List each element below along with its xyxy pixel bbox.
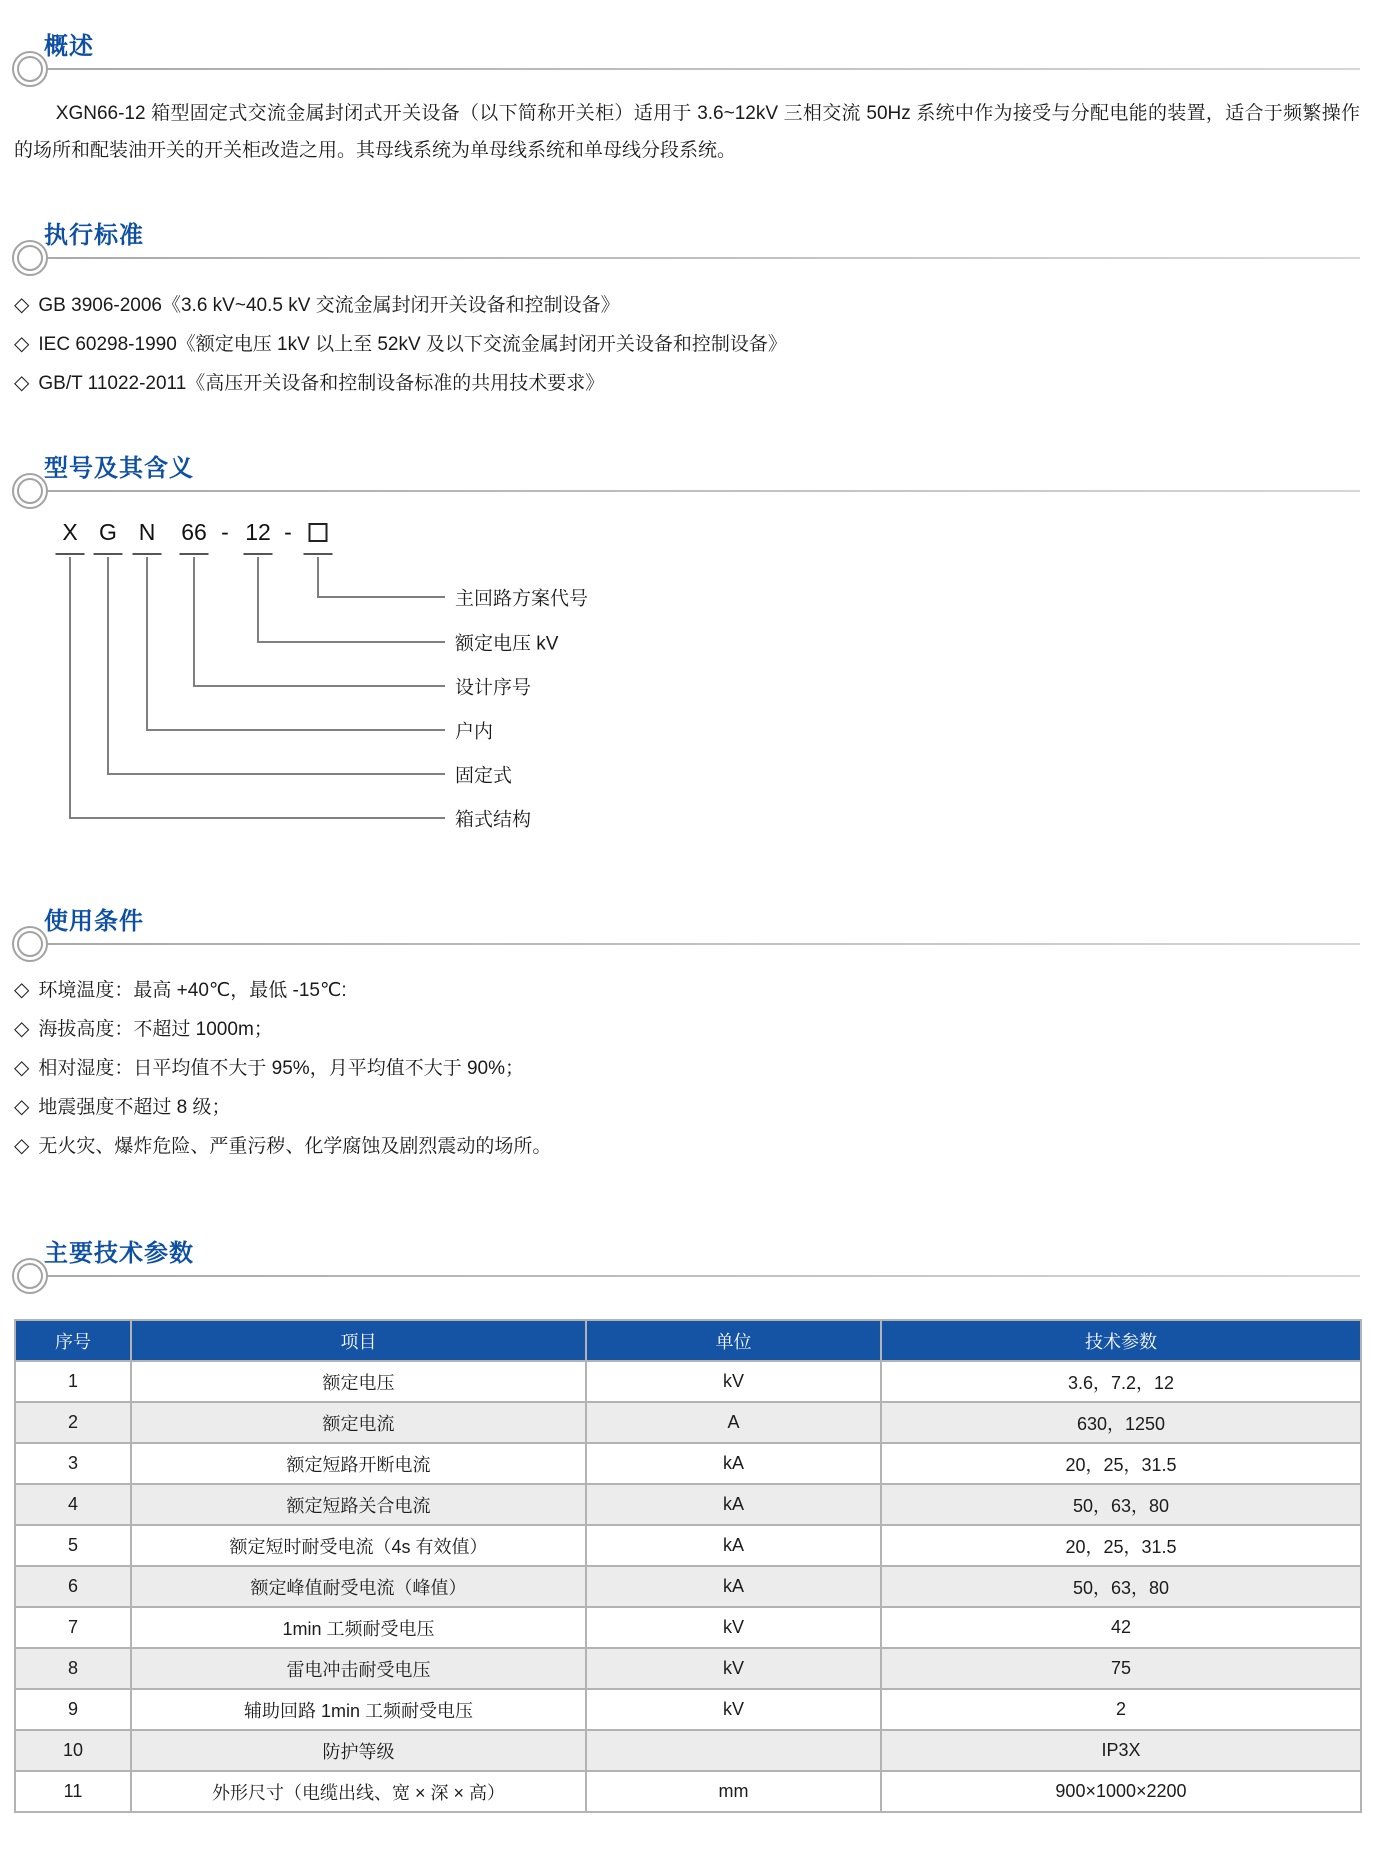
diamond-bullet-icon: ◇ bbox=[14, 1135, 30, 1157]
diamond-bullet-icon: ◇ bbox=[14, 1018, 30, 1040]
section-header bbox=[14, 848, 1360, 945]
ring-ornament-icon bbox=[12, 51, 48, 87]
table-row bbox=[15, 1566, 1361, 1607]
code-underbar bbox=[56, 553, 85, 555]
diamond-bullet-icon: ◇ bbox=[14, 1096, 30, 1118]
diamond-bullet-icon: ◇ bbox=[14, 1057, 30, 1079]
model-code-part: X bbox=[62, 519, 78, 545]
list-item bbox=[14, 325, 1360, 364]
table-cell: 3.6，7.2，12 bbox=[881, 1361, 1361, 1402]
table-cell: kV bbox=[586, 1648, 881, 1689]
table-cell: kA bbox=[586, 1484, 881, 1525]
model-code-part: N bbox=[138, 519, 156, 545]
list-item bbox=[14, 1049, 1360, 1088]
table-cell: 11 bbox=[15, 1771, 131, 1812]
table-row bbox=[15, 1525, 1361, 1566]
list-item-text: 环境温度：最高 +40℃，最低 -15℃: bbox=[38, 980, 347, 1001]
table-cell: kV bbox=[586, 1361, 881, 1402]
section-header bbox=[14, 169, 1360, 259]
section-overview bbox=[14, 0, 1360, 169]
table-cell: 3 bbox=[15, 1443, 131, 1484]
table-row bbox=[15, 1648, 1361, 1689]
table-cell: 额定电流 bbox=[131, 1402, 586, 1443]
section-divider bbox=[14, 257, 1360, 259]
table-cell: 额定峰值耐受电流（峰值） bbox=[131, 1566, 586, 1607]
table-cell: 雷电冲击耐受电压 bbox=[131, 1648, 586, 1689]
table-cell: 额定短路关合电流 bbox=[131, 1484, 586, 1525]
table-header-row bbox=[15, 1320, 1361, 1361]
table-cell: kV bbox=[586, 1607, 881, 1648]
diamond-bullet-icon: ◇ bbox=[14, 979, 30, 1001]
table-cell: 50，63，80 bbox=[881, 1484, 1361, 1525]
connector-line-vertical bbox=[257, 557, 259, 642]
table-cell: 900×1000×2200 bbox=[881, 1771, 1361, 1812]
table-cell: kA bbox=[586, 1443, 881, 1484]
table-header-cell: 项目 bbox=[131, 1320, 586, 1361]
connector-line-horizontal bbox=[257, 641, 445, 643]
section-title: 执行标准 bbox=[44, 222, 144, 249]
connector-line-horizontal bbox=[146, 729, 445, 731]
table-cell: A bbox=[586, 1402, 881, 1443]
model-code-part: 12 bbox=[245, 519, 271, 545]
section-divider bbox=[14, 490, 1360, 492]
model-code-part: - bbox=[221, 519, 229, 545]
table-cell: 2 bbox=[881, 1689, 1361, 1730]
code-underbar bbox=[244, 553, 273, 555]
connector-line-vertical bbox=[193, 557, 195, 686]
list-item-text: GB/T 11022-2011《高压开关设备和控制设备标准的共用技术要求》 bbox=[38, 373, 605, 394]
model-label: 箱式结构 bbox=[455, 809, 532, 831]
table-cell: 75 bbox=[881, 1648, 1361, 1689]
table-cell: 1min 工频耐受电压 bbox=[131, 1607, 586, 1648]
table-cell: 额定电压 bbox=[131, 1361, 586, 1402]
table-row bbox=[15, 1689, 1361, 1730]
table-cell: 4 bbox=[15, 1484, 131, 1525]
table-cell: 42 bbox=[881, 1607, 1361, 1648]
model-label: 额定电压 kV bbox=[455, 633, 559, 655]
table-cell: 额定短时耐受电流（4s 有效值） bbox=[131, 1525, 586, 1566]
table-cell: 额定短路开断电流 bbox=[131, 1443, 586, 1484]
scheme-placeholder-box bbox=[309, 523, 328, 542]
model-label: 固定式 bbox=[455, 765, 513, 787]
diamond-bullet-icon: ◇ bbox=[14, 294, 30, 316]
list-item-text: 地震强度不超过 8 级； bbox=[38, 1097, 231, 1118]
table-cell: 50，63，80 bbox=[881, 1566, 1361, 1607]
connector-line-vertical bbox=[146, 557, 148, 730]
code-underbar bbox=[180, 553, 209, 555]
table-cell: 6 bbox=[15, 1566, 131, 1607]
section-divider bbox=[14, 68, 1360, 70]
table-body bbox=[15, 1361, 1361, 1812]
table-row bbox=[15, 1402, 1361, 1443]
table-row bbox=[15, 1607, 1361, 1648]
table-cell: kA bbox=[586, 1525, 881, 1566]
list-item-text: 海拔高度：不超过 1000m； bbox=[38, 1019, 273, 1040]
list-item bbox=[14, 286, 1360, 325]
table-header-cell: 技术参数 bbox=[881, 1320, 1361, 1361]
list-item bbox=[14, 971, 1360, 1010]
code-underbar bbox=[94, 553, 123, 555]
list-item-text: GB 3906-2006《3.6 kV~40.5 kV 交流金属封闭开关设备和控制设备》 bbox=[38, 295, 620, 316]
section-header bbox=[14, 403, 1360, 492]
model-code-part: G bbox=[99, 519, 117, 545]
table-cell: 630，1250 bbox=[881, 1402, 1361, 1443]
table-row bbox=[15, 1484, 1361, 1525]
list-item bbox=[14, 1088, 1360, 1127]
table-cell: 7 bbox=[15, 1607, 131, 1648]
table-row bbox=[15, 1771, 1361, 1812]
table-cell: 外形尺寸（电缆出线、宽 × 深 × 高） bbox=[131, 1771, 586, 1812]
section-divider bbox=[14, 1275, 1360, 1277]
section-standards bbox=[14, 169, 1360, 403]
section-conditions bbox=[14, 848, 1360, 1166]
list-item bbox=[14, 1127, 1360, 1166]
conditions-list bbox=[14, 971, 1360, 1166]
connector-line-horizontal bbox=[317, 596, 445, 598]
ring-ornament-icon bbox=[12, 473, 48, 509]
list-item-text: IEC 60298-1990《额定电压 1kV 以上至 52kV 及以下交流金属封闭开关设备和控制设备》 bbox=[38, 334, 787, 355]
table-cell: 20，25，31.5 bbox=[881, 1525, 1361, 1566]
section-parameters bbox=[14, 1166, 1360, 1813]
model-code-part: - bbox=[284, 519, 292, 545]
connector-line-vertical bbox=[69, 557, 71, 818]
table-row bbox=[15, 1443, 1361, 1484]
connector-line-horizontal bbox=[193, 685, 445, 687]
ring-ornament-icon bbox=[12, 926, 48, 962]
model-diagram bbox=[14, 516, 1360, 848]
section-header bbox=[14, 0, 1360, 70]
model-label: 主回路方案代号 bbox=[455, 588, 589, 610]
table-header-cell: 序号 bbox=[15, 1320, 131, 1361]
connector-line-vertical bbox=[107, 557, 109, 774]
section-divider bbox=[14, 943, 1360, 945]
ring-ornament-icon bbox=[12, 1258, 48, 1294]
ring-ornament-icon bbox=[12, 240, 48, 276]
table-cell: 防护等级 bbox=[131, 1730, 586, 1771]
overview-paragraph: XGN66-12 箱型固定式交流金属封闭式开关设备（以下简称开关柜）适用于 3.6~12kV 三相交流 50Hz 系统中作为接受与分配电能的装置，适合于频繁操作的场所和配装油开关的开关柜改造之用。其母线系统为单母线系统和单母线分段系统。 bbox=[14, 103, 1360, 161]
table-cell: 1 bbox=[15, 1361, 131, 1402]
table-cell: 辅助回路 1min 工频耐受电压 bbox=[131, 1689, 586, 1730]
model-code-part: 66 bbox=[181, 519, 207, 545]
table-cell: kA bbox=[586, 1566, 881, 1607]
table-cell: 8 bbox=[15, 1648, 131, 1689]
diamond-bullet-icon: ◇ bbox=[14, 333, 30, 355]
model-label: 设计序号 bbox=[455, 677, 532, 699]
table-cell: mm bbox=[586, 1771, 881, 1812]
code-underbar bbox=[133, 553, 162, 555]
section-title: 概述 bbox=[44, 33, 94, 60]
section-model bbox=[14, 403, 1360, 848]
table-cell: kV bbox=[586, 1689, 881, 1730]
section-title: 主要技术参数 bbox=[44, 1240, 194, 1267]
table-cell: IP3X bbox=[881, 1730, 1361, 1771]
standards-list bbox=[14, 286, 1360, 403]
list-item-text: 相对湿度：日平均值不大于 95%，月平均值不大于 90%； bbox=[38, 1058, 525, 1079]
table-cell: 2 bbox=[15, 1402, 131, 1443]
list-item-text: 无火灾、爆炸危险、严重污秽、化学腐蚀及剧烈震动的场所。 bbox=[38, 1136, 552, 1157]
connector-line-vertical bbox=[317, 557, 319, 597]
table-header-cell: 单位 bbox=[586, 1320, 881, 1361]
table-cell: 20，25，31.5 bbox=[881, 1443, 1361, 1484]
connector-line-horizontal bbox=[107, 773, 445, 775]
table-cell: 5 bbox=[15, 1525, 131, 1566]
table-row bbox=[15, 1361, 1361, 1402]
table-cell: 10 bbox=[15, 1730, 131, 1771]
section-title: 型号及其含义 bbox=[44, 455, 194, 482]
model-label: 户内 bbox=[455, 721, 494, 743]
table-cell: 9 bbox=[15, 1689, 131, 1730]
parameters-table bbox=[14, 1319, 1362, 1813]
connector-line-horizontal bbox=[69, 817, 445, 819]
list-item bbox=[14, 1010, 1360, 1049]
list-item bbox=[14, 364, 1360, 403]
table-row bbox=[15, 1730, 1361, 1771]
diamond-bullet-icon: ◇ bbox=[14, 372, 30, 394]
table-cell bbox=[586, 1730, 881, 1771]
section-title: 使用条件 bbox=[44, 908, 144, 935]
section-header bbox=[14, 1166, 1360, 1277]
code-underbar bbox=[304, 553, 333, 555]
